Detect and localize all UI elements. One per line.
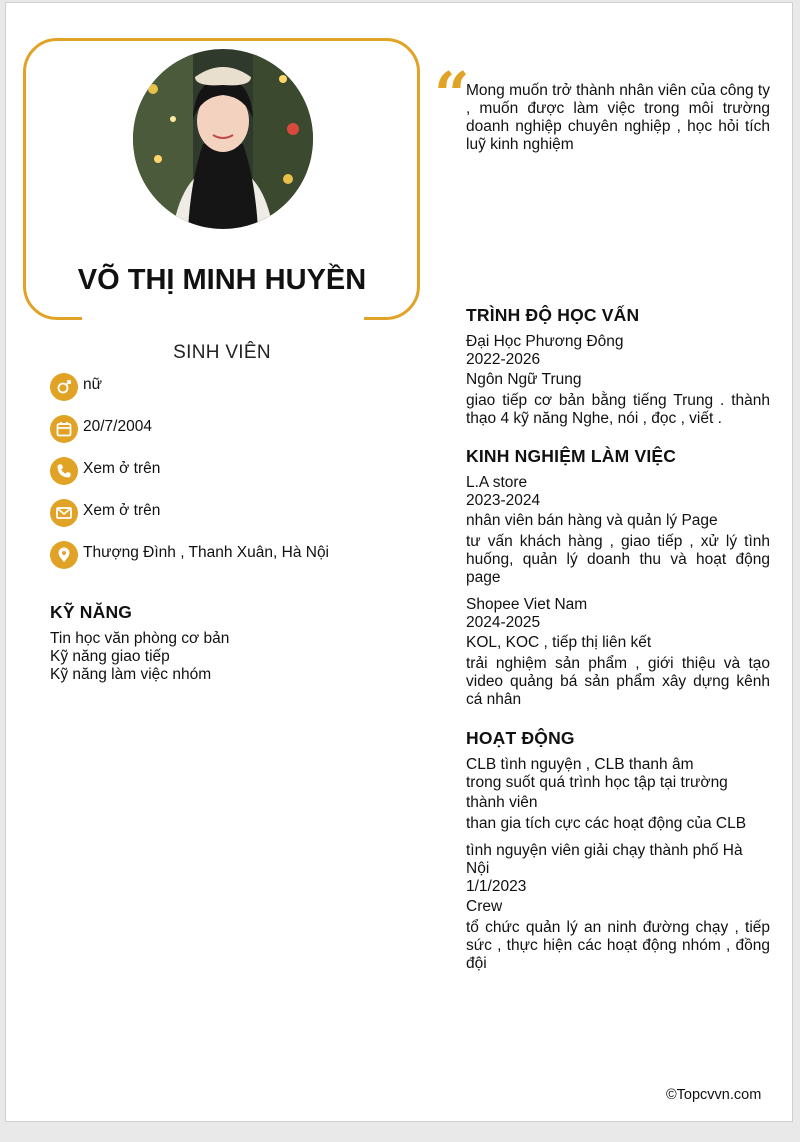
skills-heading: KỸ NĂNG: [50, 602, 133, 622]
activity-period: trong suốt quá trình học tập tại trường: [466, 774, 728, 791]
contact-gender-value: nữ: [83, 376, 102, 393]
contact-birthday: [50, 415, 410, 457]
activity-role: Crew: [466, 898, 503, 915]
activity-description: tổ chức quản lý an ninh đường chạy , tiếp sức , thực hiện các hoạt động nhóm , đồng đội: [466, 919, 770, 972]
experience-heading: KINH NGHIỆM LÀM VIỆC: [466, 446, 677, 466]
education-school: Đại Học Phương Đông: [466, 333, 624, 350]
experience-company: L.A store: [466, 474, 528, 491]
experience-section: [466, 446, 770, 709]
career-objective: Mong muốn trở thành nhân viên của công ty , muốn được làm việc trong môi trường doanh nghiệp chuyên nghiệp , học hỏi tích luỹ kinh nghiệm: [466, 82, 770, 153]
contact-birthday-value: 20/7/2004: [83, 418, 152, 435]
education-section: [466, 305, 770, 428]
skills-section: [50, 602, 410, 684]
education-description: giao tiếp cơ bản bằng tiếng Trung . thành thạo 4 kỹ năng Nghe, nói , đọc , viết .: [466, 392, 770, 427]
activity-org: CLB tình nguyện , CLB thanh âm: [466, 756, 694, 773]
skill-item: Kỹ năng làm việc nhóm: [50, 666, 212, 683]
quote-icon: “: [434, 58, 470, 131]
contact-gender: [50, 373, 410, 415]
education-major: Ngôn Ngữ Trung: [466, 371, 582, 388]
location-icon: [50, 541, 78, 569]
activity-org: tình nguyện viên giải chạy thành phố Hà Nội: [466, 842, 743, 877]
contact-email-value: Xem ở trên: [83, 502, 161, 519]
contact-address-value: Thượng Đình , Thanh Xuân, Hà Nội: [83, 544, 330, 561]
avatar: [133, 49, 313, 229]
experience-position: nhân viên bán hàng và quản lý Page: [466, 512, 718, 529]
experience-position: KOL, KOC , tiếp thị liên kết: [466, 634, 652, 651]
activity-description: than gia tích cực các hoạt động của CLB: [466, 815, 747, 832]
contact-phone-value: Xem ở trên: [83, 460, 161, 477]
contact-email: [50, 499, 410, 541]
skill-item: Tin học văn phòng cơ bản: [50, 630, 230, 647]
activity-role: thành viên: [466, 794, 538, 811]
skill-item: Kỹ năng giao tiếp: [50, 648, 170, 665]
footer-credit: ©Topcvvn.com: [666, 1087, 762, 1103]
experience-description: tư vấn khách hàng , giao tiếp , xử lý tình huống, quản lý doanh thu và hoạt động page: [466, 533, 770, 586]
gender-icon: [50, 373, 78, 401]
activities-heading: HOẠT ĐỘNG: [466, 728, 575, 748]
candidate-name: VÕ THỊ MINH HUYỀN: [77, 264, 367, 296]
calendar-icon: [50, 415, 78, 443]
education-heading: TRÌNH ĐỘ HỌC VẤN: [466, 305, 640, 325]
contact-phone: [50, 457, 410, 499]
profile-frame-gap: [82, 312, 364, 324]
contact-list: [50, 373, 410, 583]
phone-icon: [50, 457, 78, 485]
activity-period: 1/1/2023: [466, 878, 527, 895]
activities-section: [466, 728, 770, 973]
education-period: 2022-2026: [466, 351, 541, 368]
candidate-role: SINH VIÊN: [173, 342, 271, 363]
contact-address: [50, 541, 410, 583]
experience-company: Shopee Viet Nam: [466, 596, 588, 613]
experience-period: 2024-2025: [466, 614, 541, 631]
experience-period: 2023-2024: [466, 492, 541, 509]
email-icon: [50, 499, 78, 527]
experience-description: trải nghiệm sản phẩm , giới thiệu và tạo video quảng bá sản phẩm xây dựng kênh cá nhân: [466, 655, 770, 708]
avatar-photo: [133, 49, 313, 229]
